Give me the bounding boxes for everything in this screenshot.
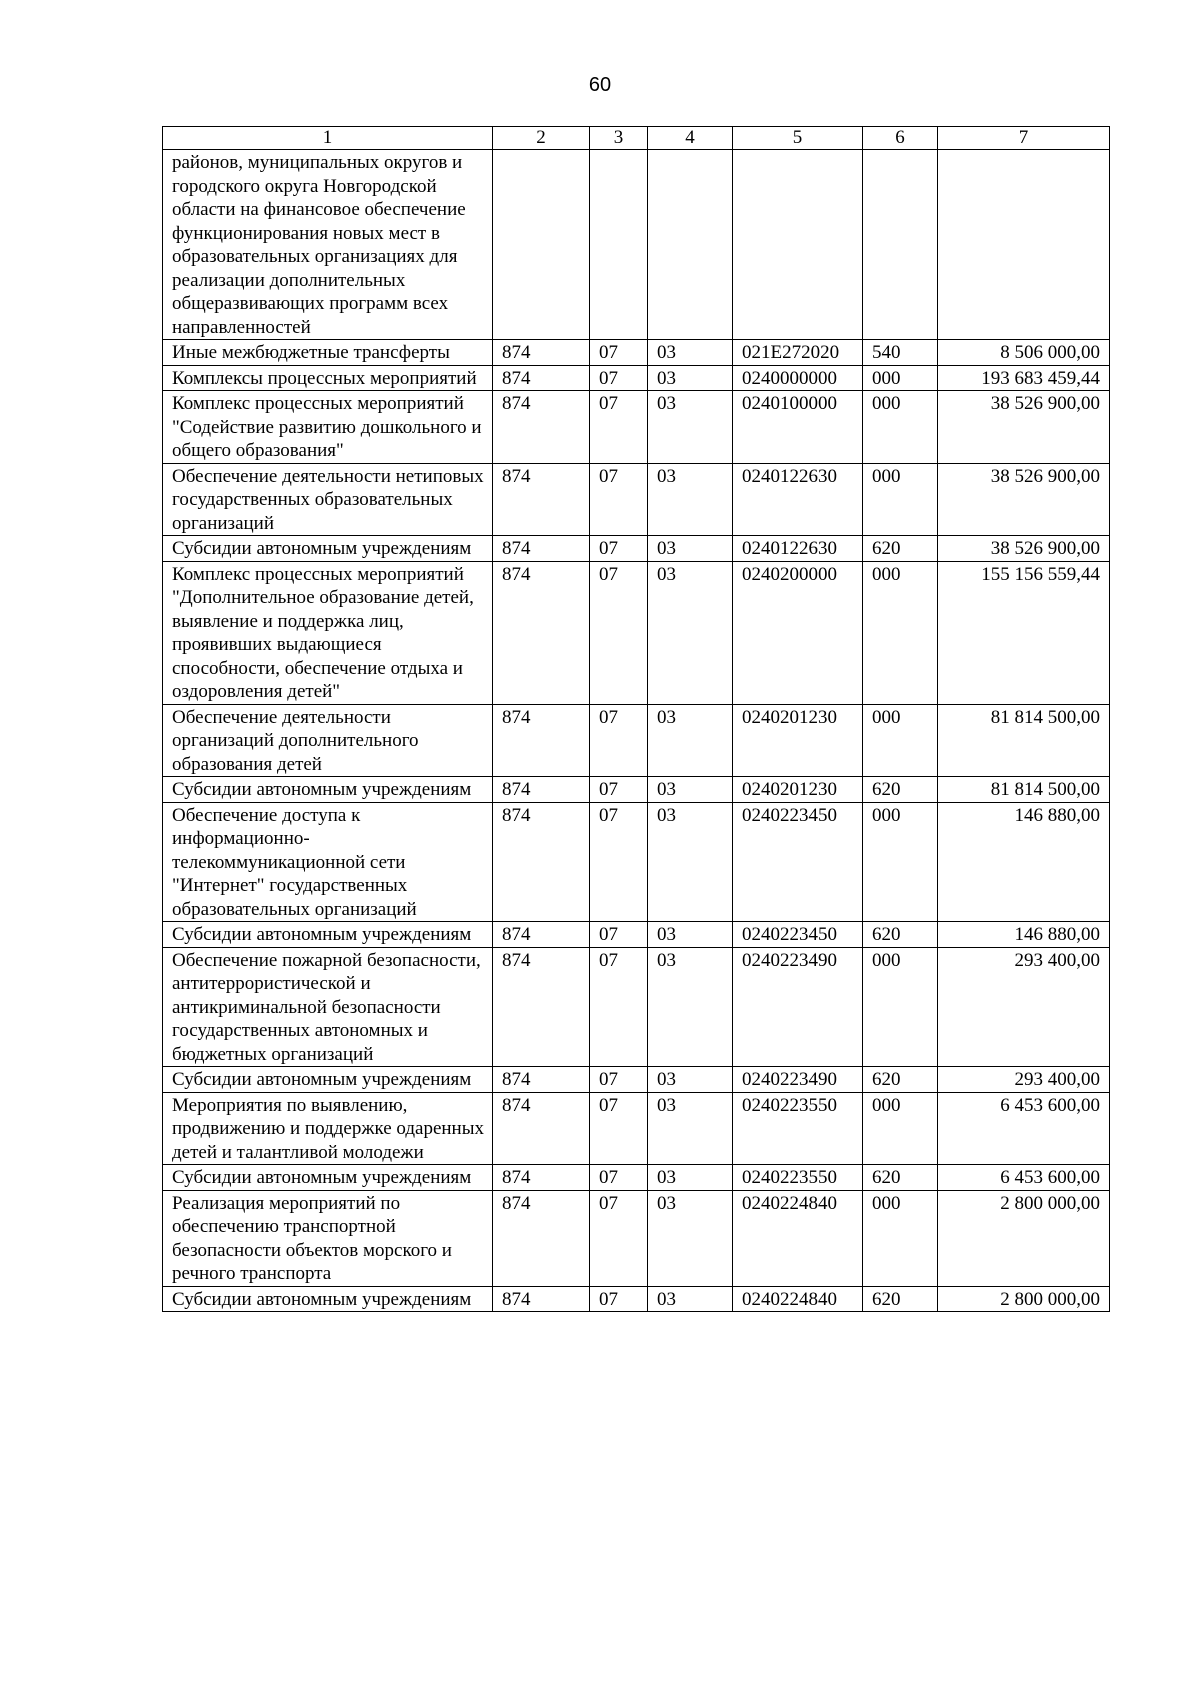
cell-section-code: 07 [590, 802, 648, 922]
cell-target-article [733, 150, 863, 340]
cell-department-code: 874 [493, 391, 590, 464]
budget-table [162, 126, 1110, 1312]
cell-target-article: 0240223550 [733, 1092, 863, 1165]
table-row [163, 1067, 1110, 1093]
table-row [163, 1092, 1110, 1165]
cell-name: Субсидии автономным учреждениям [163, 777, 493, 803]
cell-section-code [590, 150, 648, 340]
cell-expense-type [863, 150, 938, 340]
cell-expense-type: 620 [863, 922, 938, 948]
cell-amount: 146 880,00 [938, 922, 1110, 948]
cell-expense-type: 000 [863, 391, 938, 464]
cell-section-code: 07 [590, 340, 648, 366]
cell-amount: 155 156 559,44 [938, 561, 1110, 704]
column-header: 4 [648, 127, 733, 150]
table-row [163, 150, 1110, 340]
cell-target-article: 0240000000 [733, 365, 863, 391]
cell-name: Обеспечение деятельности нетиповых государственных образовательных организаций [163, 463, 493, 536]
cell-section-code: 07 [590, 1067, 648, 1093]
cell-department-code: 874 [493, 365, 590, 391]
cell-department-code: 874 [493, 802, 590, 922]
cell-name: Комплексы процессных мероприятий [163, 365, 493, 391]
cell-department-code: 874 [493, 1165, 590, 1191]
cell-amount: 293 400,00 [938, 1067, 1110, 1093]
cell-subsection-code: 03 [648, 561, 733, 704]
table-row [163, 463, 1110, 536]
table-row [163, 802, 1110, 922]
cell-expense-type: 620 [863, 1165, 938, 1191]
table-row [163, 922, 1110, 948]
cell-department-code: 874 [493, 704, 590, 777]
cell-department-code: 874 [493, 536, 590, 562]
table-row [163, 1286, 1110, 1312]
table-row [163, 365, 1110, 391]
cell-name: Обеспечение доступа к информационно-телекоммуникационной сети "Интернет" государственных образовательных организаций [163, 802, 493, 922]
cell-expense-type: 000 [863, 463, 938, 536]
cell-target-article: 0240224840 [733, 1286, 863, 1312]
cell-amount: 81 814 500,00 [938, 777, 1110, 803]
cell-subsection-code: 03 [648, 922, 733, 948]
cell-name: Мероприятия по выявлению, продвижению и поддержке одаренных детей и талантливой молодежи [163, 1092, 493, 1165]
table-header-row [163, 127, 1110, 150]
cell-name: Субсидии автономным учреждениям [163, 1067, 493, 1093]
cell-section-code: 07 [590, 1190, 648, 1286]
cell-target-article: 0240122630 [733, 536, 863, 562]
cell-target-article: 0240201230 [733, 777, 863, 803]
cell-section-code: 07 [590, 365, 648, 391]
cell-department-code: 874 [493, 561, 590, 704]
cell-name: Комплекс процессных мероприятий "Дополнительное образование детей, выявление и поддержка лиц, проявивших выдающиеся способности, обеспечение отдыха и оздоровления детей" [163, 561, 493, 704]
cell-subsection-code [648, 150, 733, 340]
cell-amount: 38 526 900,00 [938, 536, 1110, 562]
cell-section-code: 07 [590, 777, 648, 803]
column-header: 6 [863, 127, 938, 150]
cell-expense-type: 000 [863, 1092, 938, 1165]
column-header: 5 [733, 127, 863, 150]
cell-department-code [493, 150, 590, 340]
cell-target-article: 0240100000 [733, 391, 863, 464]
cell-expense-type: 000 [863, 802, 938, 922]
cell-target-article: 0240224840 [733, 1190, 863, 1286]
cell-expense-type: 000 [863, 1190, 938, 1286]
cell-expense-type: 000 [863, 947, 938, 1067]
column-header: 7 [938, 127, 1110, 150]
cell-amount: 38 526 900,00 [938, 391, 1110, 464]
cell-expense-type: 540 [863, 340, 938, 366]
cell-section-code: 07 [590, 947, 648, 1067]
cell-target-article: 021E272020 [733, 340, 863, 366]
cell-subsection-code: 03 [648, 704, 733, 777]
cell-section-code: 07 [590, 704, 648, 777]
cell-name: Субсидии автономным учреждениям [163, 1165, 493, 1191]
cell-amount: 8 506 000,00 [938, 340, 1110, 366]
cell-amount: 81 814 500,00 [938, 704, 1110, 777]
cell-name: Субсидии автономным учреждениям [163, 536, 493, 562]
cell-target-article: 0240223490 [733, 1067, 863, 1093]
cell-name: Реализация мероприятий по обеспечению транспортной безопасности объектов морского и речного транспорта [163, 1190, 493, 1286]
cell-section-code: 07 [590, 1165, 648, 1191]
cell-target-article: 0240200000 [733, 561, 863, 704]
cell-subsection-code: 03 [648, 777, 733, 803]
table-row [163, 561, 1110, 704]
cell-subsection-code: 03 [648, 1067, 733, 1093]
cell-subsection-code: 03 [648, 463, 733, 536]
table-row [163, 704, 1110, 777]
cell-amount [938, 150, 1110, 340]
cell-department-code: 874 [493, 1067, 590, 1093]
cell-department-code: 874 [493, 777, 590, 803]
table-row [163, 947, 1110, 1067]
cell-name: Субсидии автономным учреждениям [163, 922, 493, 948]
cell-amount: 2 800 000,00 [938, 1190, 1110, 1286]
cell-name: Иные межбюджетные трансферты [163, 340, 493, 366]
cell-target-article: 0240223550 [733, 1165, 863, 1191]
cell-department-code: 874 [493, 463, 590, 536]
table-row [163, 536, 1110, 562]
column-header: 1 [163, 127, 493, 150]
cell-amount: 293 400,00 [938, 947, 1110, 1067]
cell-target-article: 0240122630 [733, 463, 863, 536]
cell-subsection-code: 03 [648, 365, 733, 391]
cell-expense-type: 000 [863, 704, 938, 777]
cell-name: Субсидии автономным учреждениям [163, 1286, 493, 1312]
cell-department-code: 874 [493, 1190, 590, 1286]
cell-target-article: 0240201230 [733, 704, 863, 777]
cell-subsection-code: 03 [648, 340, 733, 366]
cell-expense-type: 620 [863, 777, 938, 803]
cell-subsection-code: 03 [648, 1092, 733, 1165]
cell-subsection-code: 03 [648, 947, 733, 1067]
cell-amount: 2 800 000,00 [938, 1286, 1110, 1312]
cell-name: Обеспечение пожарной безопасности, антитеррористической и антикриминальной безопасности государственных автономных и бюджетных организаций [163, 947, 493, 1067]
cell-section-code: 07 [590, 391, 648, 464]
cell-section-code: 07 [590, 1286, 648, 1312]
cell-subsection-code: 03 [648, 802, 733, 922]
table-row [163, 777, 1110, 803]
cell-subsection-code: 03 [648, 1190, 733, 1286]
cell-section-code: 07 [590, 561, 648, 704]
cell-department-code: 874 [493, 1092, 590, 1165]
cell-department-code: 874 [493, 922, 590, 948]
cell-amount: 6 453 600,00 [938, 1092, 1110, 1165]
cell-department-code: 874 [493, 947, 590, 1067]
cell-expense-type: 620 [863, 1286, 938, 1312]
cell-subsection-code: 03 [648, 1286, 733, 1312]
cell-department-code: 874 [493, 340, 590, 366]
cell-section-code: 07 [590, 922, 648, 948]
cell-section-code: 07 [590, 1092, 648, 1165]
cell-section-code: 07 [590, 463, 648, 536]
table-row [163, 340, 1110, 366]
cell-subsection-code: 03 [648, 391, 733, 464]
cell-expense-type: 620 [863, 1067, 938, 1093]
cell-target-article: 0240223450 [733, 922, 863, 948]
table-row [163, 391, 1110, 464]
cell-amount: 38 526 900,00 [938, 463, 1110, 536]
cell-subsection-code: 03 [648, 1165, 733, 1191]
cell-expense-type: 000 [863, 365, 938, 391]
table-row [163, 1190, 1110, 1286]
cell-section-code: 07 [590, 536, 648, 562]
cell-amount: 146 880,00 [938, 802, 1110, 922]
cell-amount: 6 453 600,00 [938, 1165, 1110, 1191]
cell-target-article: 0240223450 [733, 802, 863, 922]
cell-department-code: 874 [493, 1286, 590, 1312]
cell-expense-type: 620 [863, 536, 938, 562]
page-number: 60 [588, 74, 612, 96]
column-header: 2 [493, 127, 590, 150]
cell-name: Комплекс процессных мероприятий "Содействие развитию дошкольного и общего образования" [163, 391, 493, 464]
cell-name: Обеспечение деятельности организаций дополнительного образования детей [163, 704, 493, 777]
table-row [163, 1165, 1110, 1191]
cell-expense-type: 000 [863, 561, 938, 704]
cell-name: районов, муниципальных округов и городского округа Новгородской области на финансовое обеспечение функционирования новых мест в образовательных организациях для реализации дополнительных общеразвивающих программ всех направленностей [163, 150, 493, 340]
cell-subsection-code: 03 [648, 536, 733, 562]
cell-target-article: 0240223490 [733, 947, 863, 1067]
column-header: 3 [590, 127, 648, 150]
cell-amount: 193 683 459,44 [938, 365, 1110, 391]
